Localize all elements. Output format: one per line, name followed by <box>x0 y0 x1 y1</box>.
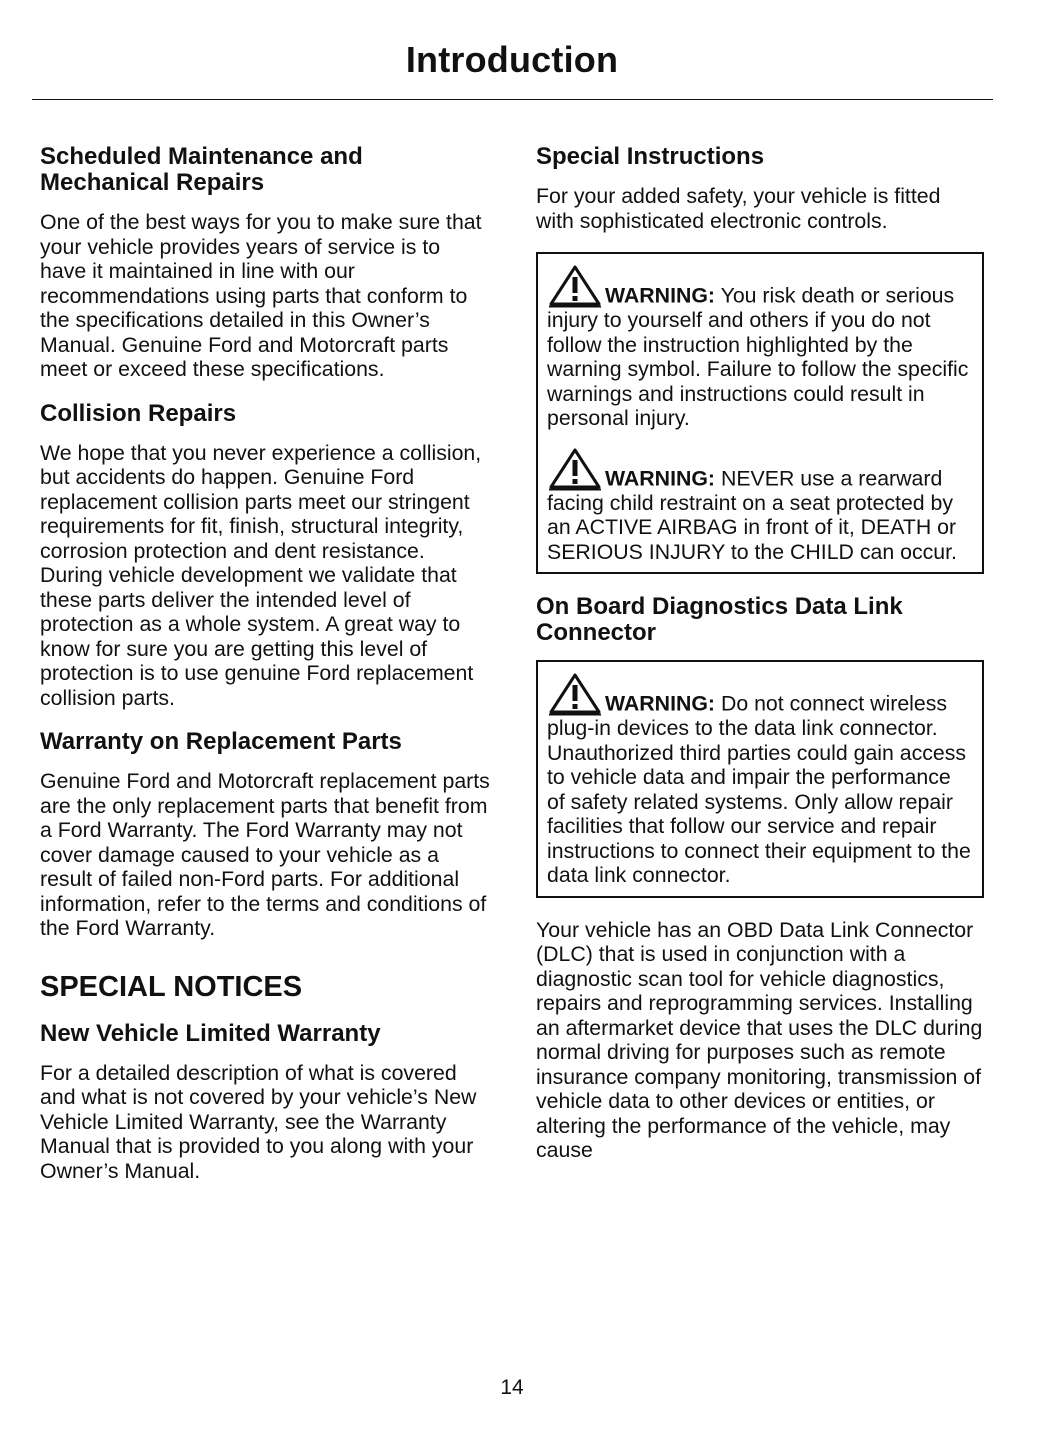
right-column <box>536 144 984 1182</box>
title-divider <box>32 99 993 100</box>
warning-triangle-icon <box>547 447 603 491</box>
warning-text: NEVER use a rearward facing child restraint on a seat protected by an ACTIVE AIRBAG in front of it, DEATH or SERIOUS INJURY to the CHILD can occur. <box>547 466 957 564</box>
warning-box-obd <box>536 660 984 898</box>
special-instructions-paragraph: For your added safety, your vehicle is fitted with sophisticated electronic controls. <box>536 184 941 233</box>
section-heading-warranty-replacement-parts: Warranty on Replacement Parts <box>40 728 402 755</box>
obd-data-link-paragraph: Your vehicle has an OBD Data Link Connector (DLC) that is used in conjunction with a diagnostic scan tool for vehicle diagnostics, repairs and reprogramming services. Installing an aftermarket device that uses the DLC during normal driving for purposes such as remote insurance company monitoring, transmission of vehicle data to other devices or entities, or altering the performance of the vehicle, may cause <box>536 917 983 1162</box>
warning-label: WARNING: <box>605 691 716 716</box>
left-column <box>40 144 492 1202</box>
scheduled-maintenance-paragraph: One of the best ways for you to make sure that your vehicle provides years of service is to have it maintained in line with our recommendations using parts that conform to the specifications detailed in this Owner’s Manual. Genuine Ford and Motorcraft parts meet or exceed these specifications. <box>40 210 482 381</box>
warning-obd-devices <box>547 672 973 888</box>
warning-safety-instructions <box>547 264 973 431</box>
warning-label: WARNING: <box>605 466 716 490</box>
warranty-replacement-parts-paragraph: Genuine Ford and Motorcraft replacement parts are the only replacement parts that benefit from a Ford Warranty. The Ford Warranty may not cover damage caused to your vehicle as a result of failed non-Ford parts. For additional information, refer to the terms and conditions of the Ford Warranty. <box>40 769 490 940</box>
special-notices-heading: SPECIAL NOTICES <box>40 970 303 1003</box>
warning-text: You risk death or serious injury to yourself and others if you do not follow the instruction highlighted by the warning symbol. Failure to follow the specific warnings and instructions could result in personal injury. <box>547 283 969 430</box>
warning-label: WARNING: <box>605 283 716 308</box>
new-vehicle-limited-warranty-paragraph: For a detailed description of what is covered and what is not covered by your vehicle’s New Vehicle Limited Warranty, see the Warranty Manual that is provided to you along with your Owner’s Manual. <box>40 1060 477 1183</box>
warning-text: Do not connect wireless plug-in devices to the data link connector. Unauthorized third parties could gain access to vehicle data and impair the performance of safety related systems. Only allow repair facilities that follow our service and repair instructions to connect their equipment to the data link connector. <box>547 691 971 887</box>
section-heading-collision-repairs: Collision Repairs <box>40 399 237 427</box>
section-heading-new-vehicle-limited-warranty: New Vehicle Limited Warranty <box>40 1019 381 1047</box>
page-number: 14 <box>500 1376 524 1399</box>
warning-triangle-icon <box>547 672 603 716</box>
section-heading-obd-data-link-connector: On Board Diagnostics Data Link Connector <box>536 593 903 646</box>
collision-repairs-paragraph: We hope that you never experience a collision, but accidents do happen. Genuine Ford replacement collision parts meet our stringent requirements for fit, finish, structural integrity, corrosion protection and dent resistance. During vehicle development we validate that these parts deliver the intended level of protection as a whole system. A great way to know for sure you are getting this level of protection is to use genuine Ford replacement collision parts. <box>40 440 482 710</box>
warning-child-restraint <box>547 447 973 565</box>
page-title: Introduction <box>405 39 619 80</box>
warning-triangle-icon <box>547 264 603 308</box>
section-heading-scheduled-maintenance: Scheduled Maintenance and Mechanical Repairs <box>40 143 363 196</box>
section-heading-special-instructions: Special Instructions <box>536 143 765 170</box>
warning-box-safety <box>536 252 984 574</box>
